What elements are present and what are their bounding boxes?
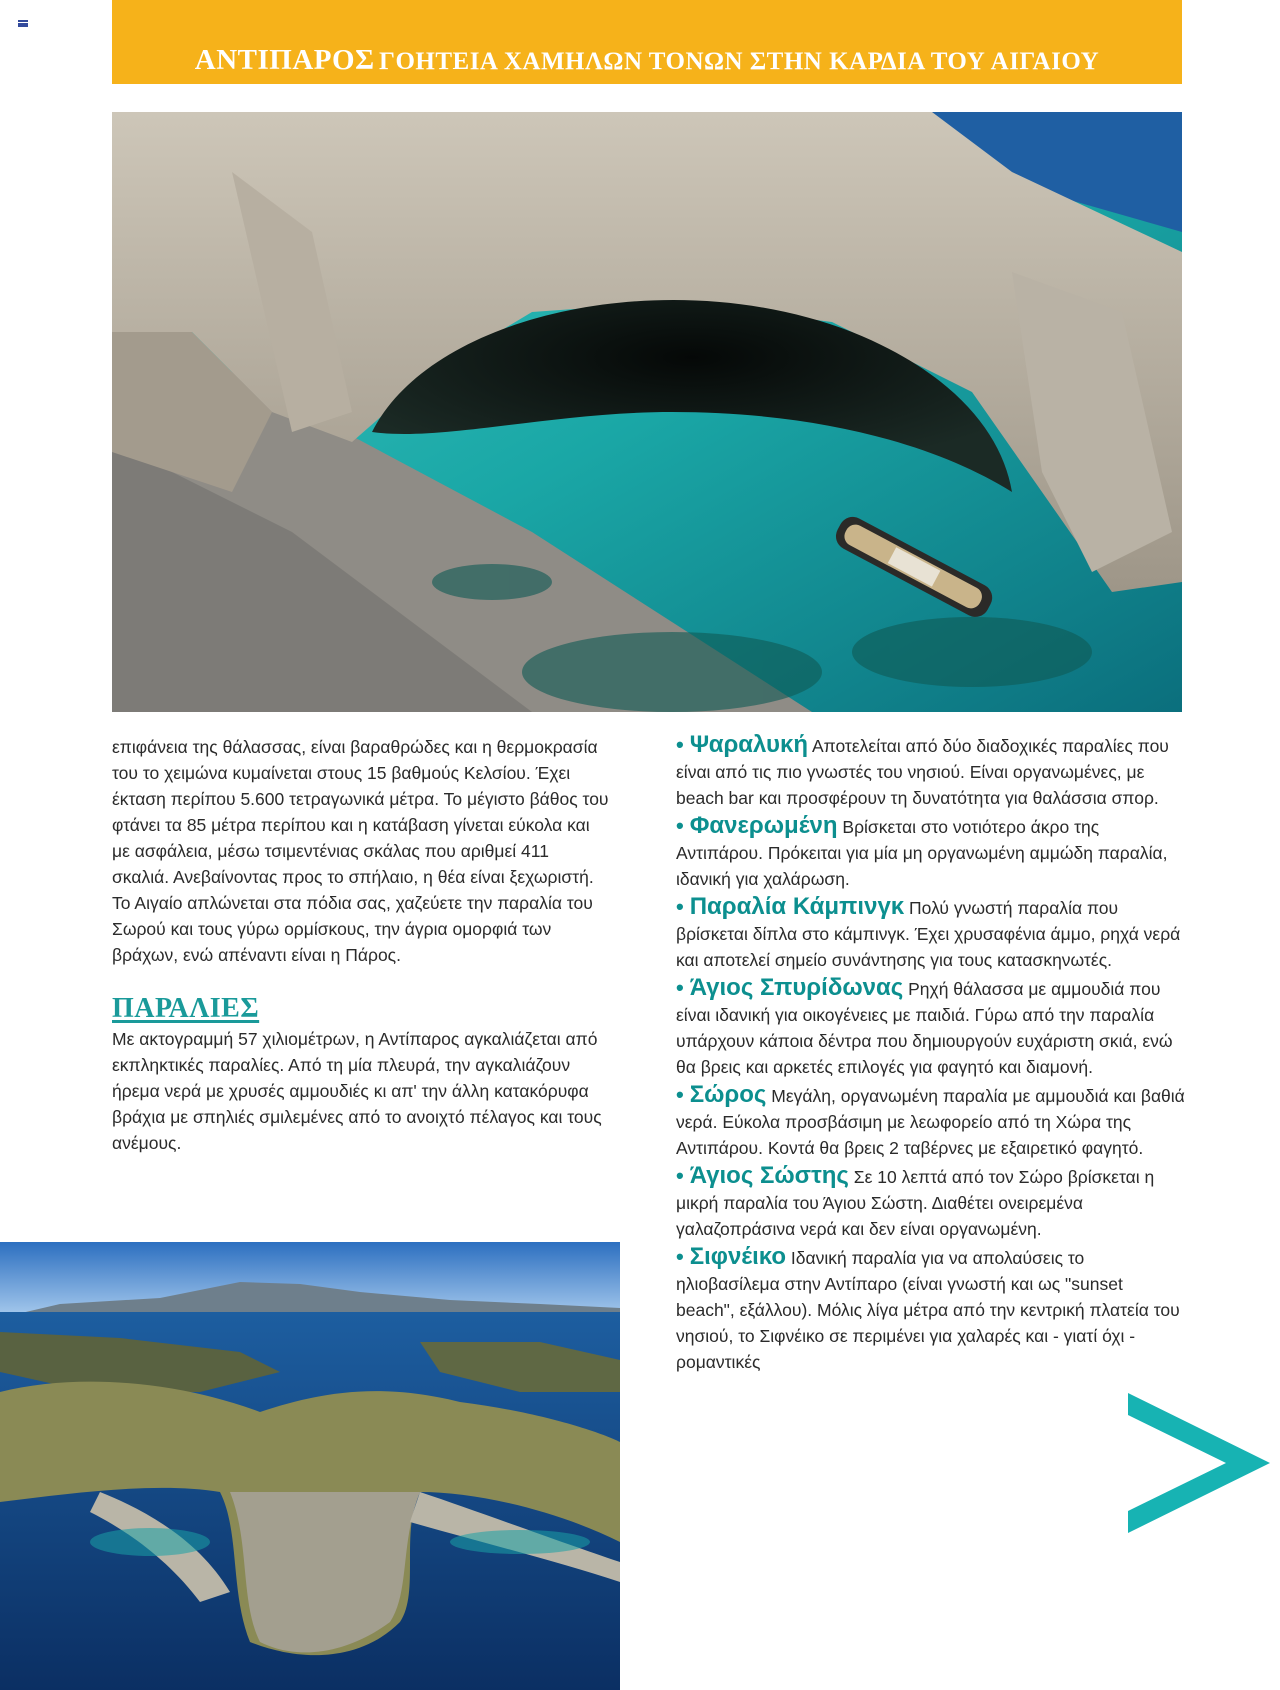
beach-name: Φανερωμένη <box>689 812 838 839</box>
intro-paragraph: επιφάνεια της θάλασσας, είναι βαραθρώδες και η θερμοκρασία του το χειμώνα κυμαίνεται στους 15 βαθμούς Κελσίου. Έχει έκταση περίπου 5.600 τετραγωνικά μέτρα. Το μέγιστο βάθος του φτάνει τα 85 μέτρα περίπου και η κατάβαση γίνεται εύκολα και με ασφάλεια, μέσω τσιμεντένιας σκάλας που αριθμεί 411 σκαλιά. Ανεβαίνοντας προς το σπήλαιο, η θέα είναι ξεχωριστή. Το Αιγαίο απλώνεται στα πόδια σας, χαζεύετε την παραλία του Σωρού και τους γύρω ορμίσκους, την άγρια ομορφιά των βράχων, ενώ απέναντι είναι η Πάρος. <box>112 737 609 965</box>
aerial-island-photo <box>0 1242 620 1690</box>
sea-cave-photo <box>112 112 1182 712</box>
beach-text: Ρηχή θάλασσα με αμμουδιά που είναι ιδανική για οικογένειες με παιδιά. Γύρω από την παραλία υπάρχουν κάποια δέντρα που δημιουργούν ευχάριστη σκιά, ενώ θα βρεις και αρκετές επιλογές για φαγητό και διαμονή. <box>676 979 1173 1077</box>
bullet-icon: • <box>676 1163 684 1188</box>
beach-text: Αποτελείται από δύο διαδοχικές παραλίες που είναι από τις πιο γνωστές του νησιού. Είναι οργανωμένες, με beach bar και προσφέρουν τη δυνατότητα για θαλάσσια σπορ. <box>676 736 1169 808</box>
bullet-icon: • <box>676 1082 684 1107</box>
beach-item <box>676 975 1186 1080</box>
beaches-intro: Με ακτογραμμή 57 χιλιομέτρων, η Αντίπαρος αγκαλιάζεται από εκπληκτικές παραλίες. Από τη μία πλευρά, την αγκαλιάζουν ήρεμα νερά με χρυσές αμμουδιές κι απ' την άλλη κατακόρυφα βράχια με σπηλιές σμιλεμένες από το ανοιχτό πέλαγος και τους ανέμους. <box>112 1029 602 1153</box>
beach-item <box>676 732 1186 811</box>
left-column <box>112 734 610 1156</box>
beach-name: Σώρος <box>689 1081 767 1108</box>
beach-name: Σιφνέικο <box>689 1243 787 1270</box>
bullet-icon: • <box>676 813 684 838</box>
page-header <box>112 0 1182 84</box>
beach-text: Σε 10 λεπτά από τον Σώρο βρίσκεται η μικρή παραλία του Άγιου Σώστη. Διαθέτει ονειρεμένα γαλαζοπράσινα νερά και δεν είναι οργανωμένη. <box>676 1167 1155 1239</box>
bullet-icon: • <box>676 1244 684 1269</box>
page-title-sub: ΓΟΗΤΕΙΑ ΧΑΜΗΛΩΝ ΤΟΝΩΝ ΣΤΗΝ ΚΑΡΔΙΑ ΤΟΥ ΑΙΓΑΙΟΥ <box>379 48 1100 75</box>
bullet-icon: • <box>676 894 684 919</box>
beach-text: Πολύ γνωστή παραλία που βρίσκεται δίπλα στο κάμπινγκ. Έχει χρυσαφένια άμμο, ρηχά νερά και αποτελεί σημείο συνάντησης για τους κατασκηνωτές. <box>676 898 1181 970</box>
page-title <box>112 44 1182 77</box>
beach-name: Άγιος Σώστης <box>689 1162 849 1189</box>
menu-icon[interactable] <box>18 20 28 27</box>
beach-text: Βρίσκεται στο νοτιότερο άκρο της Αντιπάρου. Πρόκειται για μία μη οργανωμένη αμμώδη παραλία, ιδανική για χαλάρωση. <box>676 817 1168 889</box>
beach-item <box>676 1082 1186 1161</box>
bullet-icon: • <box>676 732 684 757</box>
beach-text: Μεγάλη, οργανωμένη παραλία με αμμουδιά και βαθιά νερά. Εύκολα προσβάσιμη με λεωφορείο από τη Χώρα της Αντιπάρου. Κοντά θα βρεις 2 ταβέρνες με εξαιρετικό φαγητό. <box>676 1086 1185 1158</box>
beaches-heading: ΠΑΡΑΛΙΕΣ <box>112 993 260 1024</box>
beach-text: Ιδανική παραλία για να απολαύσεις το ηλιοβασίλεμα στην Αντίπαρο (είναι γνωστή και ως "sunset beach", εξάλλου). Μόλις λίγα μέτρα από την κεντρική πλατεία του νησιού, το Σιφνέικο σε περιμένει για χαλαρές και - γιατί όχι - ρομαντικές <box>676 1248 1180 1372</box>
bullet-icon: • <box>676 975 684 1000</box>
beach-item <box>676 813 1186 892</box>
beach-item <box>676 1163 1186 1242</box>
beach-list <box>676 732 1186 1377</box>
beach-name: Παραλία Κάμπινγκ <box>689 893 905 920</box>
beach-name: Άγιος Σπυρίδωνας <box>689 974 904 1001</box>
beach-item <box>676 1244 1186 1375</box>
page-title-main: ΑΝΤΙΠΑΡΟΣ <box>194 44 375 76</box>
chevron-right-icon[interactable] <box>1128 1393 1270 1533</box>
beach-name: Ψαραλυκή <box>689 731 809 758</box>
beach-item <box>676 894 1186 973</box>
